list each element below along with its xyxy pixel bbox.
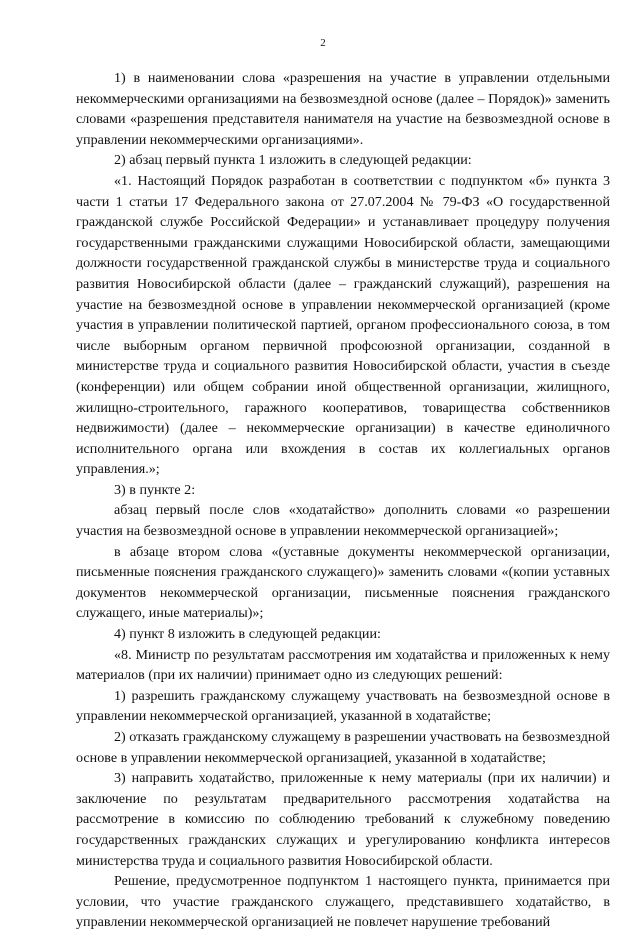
paragraph-item-3-second: в абзаце втором слова «(уставные документы некоммерческой организации, письменные пояснения гражданского служащего)» заменить словами «(копии уставных документов некоммерческой организации, письменные пояснения гражданского служащего, иные материалы)»; (76, 543, 610, 622)
paragraph-decision-3: 3) направить ходатайство, приложенные к нему материалы (при их наличии) и заключение по результатам предварительного рассмотрения ходатайства на рассмотрение в комиссию по соблюдению требований к служебному поведению государственных гражданских служащих и урегулированию конфликта интересов министерства труда и социального развития Новосибирской области. (76, 770, 610, 869)
paragraph-new-clause-8: «8. Министр по результатам рассмотрения им ходатайства и приложенных к нему материалов (при их наличии) принимает одно из следующих решений: (76, 646, 610, 684)
page-number: 2 (320, 37, 326, 49)
paragraph-new-clause-1: «1. Настоящий Порядок разработан в соответствии с подпунктом «б» пункта 3 части 1 статьи 17 Федерального закона от 27.07.2004 № 79-ФЗ «О государственной гражданской службе Российской Федерации» и устанавливает процедуру получения государственными гражданскими служащими Новосибирской области, замещающими должности государственной гражданской службы в министерстве труда и социального развития Новосибирской области (далее – гражданский служащий), разрешения на участие на безвозмездной основе в управлении некоммерческой организацией (кроме участия в управлении политической партией, органом профессионального союза, в том числе выборным органом первичной профсоюзной организации, созданной в министерстве труда и социального развития Новосибирской области, участия в съезде (конференции) или общем собрании иной общественной организации, жилищного, жилищно-строительного, гаражного кооперативов, товарищества собственников недвижимости) (далее – некоммерческие организации) в качестве единоличного исполнительного органа или вхождения в состав их коллегиальных органов управления.»; (76, 172, 610, 478)
paragraph-decision-2: 2) отказать гражданскому служащему в разрешении участвовать на безвозмездной основе в управлении некоммерческой организацией, указанной в ходатайстве; (76, 729, 610, 766)
paragraph-item-2-intro: 2) абзац первый пункта 1 изложить в следующей редакции: (114, 152, 472, 169)
paragraph-item-3-intro: 3) в пункте 2: (114, 481, 196, 498)
paragraph-item-3-first: абзац первый после слов «ходатайство» дополнить словами «о разрешении участия на безвозмездной основе в управлении некоммерческой организацией»; (76, 502, 610, 540)
paragraph-item-1-naming: 1) в наименовании слова «разрешения на участие в управлении отдельными некоммерческими организациями на безвозмездной основе (далее – Порядок)» заменить словами «разрешения представителя нанимателя на участие на безвозмездной основе в управлении некоммерческими организациями». (76, 70, 610, 148)
paragraph-decision-condition: Решение, предусмотренное подпунктом 1 настоящего пункта, принимается при условии, что участие гражданского служащего, представившего ходатайство, в управлении некоммерческой организацией не повлечет нарушение требований (76, 873, 610, 931)
paragraph-decision-1: 1) разрешить гражданскому служащему участвовать на безвозмездной основе в управлении некоммерческой организацией, указанной в ходатайстве; (76, 687, 610, 725)
paragraph-item-4-intro: 4) пункт 8 изложить в следующей редакции: (114, 626, 381, 643)
